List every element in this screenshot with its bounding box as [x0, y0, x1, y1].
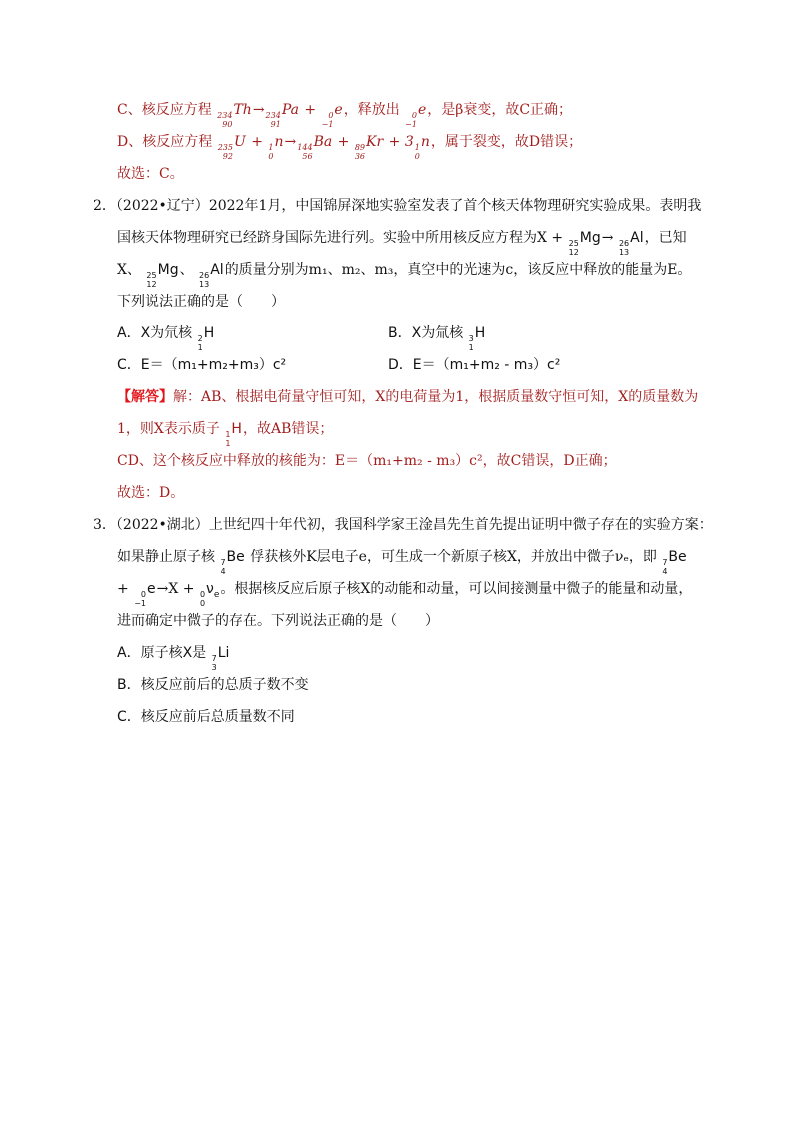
q2-number: 2． [93, 198, 116, 214]
q2-answer-text-2b: ，故AB错误； [242, 421, 334, 437]
q3-option-b[interactable]: B．核反应前后的总质子数不变 [117, 677, 309, 693]
q3-text-2b: 俘获核外K层电子e，可生成一个新原子核X，并放出中微子νₑ，即 [250, 549, 657, 565]
q3-number: 3． [93, 517, 116, 533]
q3-line1 [93, 515, 713, 535]
q2-text-2b: ，已知 [644, 230, 687, 246]
q2-option-b[interactable]: B．X为氚核 3 1 H [388, 325, 486, 352]
q2-line2: 国核天体物理研究已经跻身国际先进行列。实验中所用核反应方程为X + 25 12 Mg→ 26 13 Al，已知 [117, 230, 687, 257]
solution-choose-c: 故选：C。 [117, 166, 184, 182]
q3-source: （2022•湖北） [115, 517, 209, 533]
q2-text-2a: 国核天体物理研究已经跻身国际先进行列。实验中所用核反应方程为X + [117, 230, 564, 246]
q2-choose-d: 故选：D。 [117, 485, 185, 501]
q2-line4: 下列说法正确的是（ ） [117, 294, 285, 310]
q2-answer-text-2a: 1，则X表示质子 [117, 421, 220, 437]
answer-tag: 【解答】 [117, 389, 173, 405]
q3-option-a[interactable]: A．原子核X是 7 3 Li [117, 645, 230, 672]
solution-d-tail: ，属于裂变，故D错误； [430, 134, 583, 150]
solution-d-lead: D、核反应方程 [117, 134, 213, 150]
q2-source: （2022•辽宁） [115, 198, 209, 214]
q2-line3: X、 25 12 Mg、 26 13 Al的质量分别为m₁、m₂、m₃，真空中的光速为c，该反应中释放的能量为E。 [117, 262, 692, 289]
nuclide-al26: 26 13 Al [618, 230, 644, 257]
q3-text-2a: 如果静止原子核 [117, 549, 215, 565]
nuclide-mg25: 25 12 Mg [568, 230, 601, 257]
equation-th-decay: 234 90 Th→ 234 91 Pa + 0 −1 e [217, 102, 343, 129]
q3-line4: 进而确定中微子的存在。下列说法正确的是（ ） [117, 613, 439, 629]
q2-text-3b: 的质量分别为m₁、m₂、m₃，真空中的光速为c，该反应中释放的能量为E。 [224, 262, 692, 278]
q2-answer-line1 [117, 387, 698, 407]
q3-option-c[interactable]: C．核反应前后总质量数不同 [117, 709, 295, 725]
q2-answer-line2: 1，则X表示质子 1 1 H，故AB错误； [117, 421, 334, 448]
q3-text-1: 上世纪四十年代初，我国科学家王淦昌先生首先提出证明中微子存在的实验方案： [208, 517, 713, 533]
solution-c-tail2: ，是β衰变，故C正确； [427, 102, 573, 118]
q3-text-3a: + [117, 581, 129, 597]
equation-u-fission: 235 92 U + 1 0 n→ 144 56 Ba + 89 36 Kr + 3 1 0 n [217, 134, 430, 161]
solution-c-lead: C、核反应方程 [117, 102, 212, 118]
nuclide-be7: 7 4 Be [220, 549, 245, 576]
q3-line2: 如果静止原子核 7 4 Be 俘获核外K层电子e，可生成一个新原子核X，并放出中微子νₑ，即 7 4 Be [117, 549, 687, 576]
q3-text-3c: 。根据核反应后原子核X的动能和动量，可以间接测量中微子的能量和动量， [220, 581, 693, 597]
q2-answer-text-1: 解：AB、根据电荷量守恒可知，X的电荷量为1，根据质量数守恒可知，X的质量数为 [173, 389, 699, 405]
q2-text-1: 2022年1月，中国锦屏深地实验室发表了首个核天体物理研究实验成果。表明我 [208, 198, 702, 214]
solution-line-c: C、核反应方程 234 90 Th→ 234 91 Pa + 0 −1 e，释放出 0 −1 e，是β衰变，故C正确； [117, 102, 573, 129]
solution-c-tail: ，释放出 [343, 102, 400, 118]
q2-option-d[interactable]: D．E＝（m₁+m₂ - m₃）c² [388, 357, 561, 373]
q3-text-3b: →X + [156, 581, 195, 597]
q2-text-3a: X、 [117, 262, 141, 278]
solution-line-d [117, 132, 582, 161]
q2-option-a[interactable]: A．X为氘核 2 1 H [117, 325, 215, 352]
q2-answer-line3: CD、这个核反应中释放的核能为：E＝（m₁+m₂ - m₃）c²，故C错误，D正确； [117, 453, 617, 469]
q2-line1 [93, 196, 701, 216]
q3-line3: + 0 −1 e→X + 0 0 $\nu_e$。根据核反应后原子核X的动能和动量，可以间接测量中微子的能量和动量， [117, 581, 693, 608]
q2-option-c[interactable]: C．E＝（m₁+m₂+m₃）c² [117, 357, 287, 373]
